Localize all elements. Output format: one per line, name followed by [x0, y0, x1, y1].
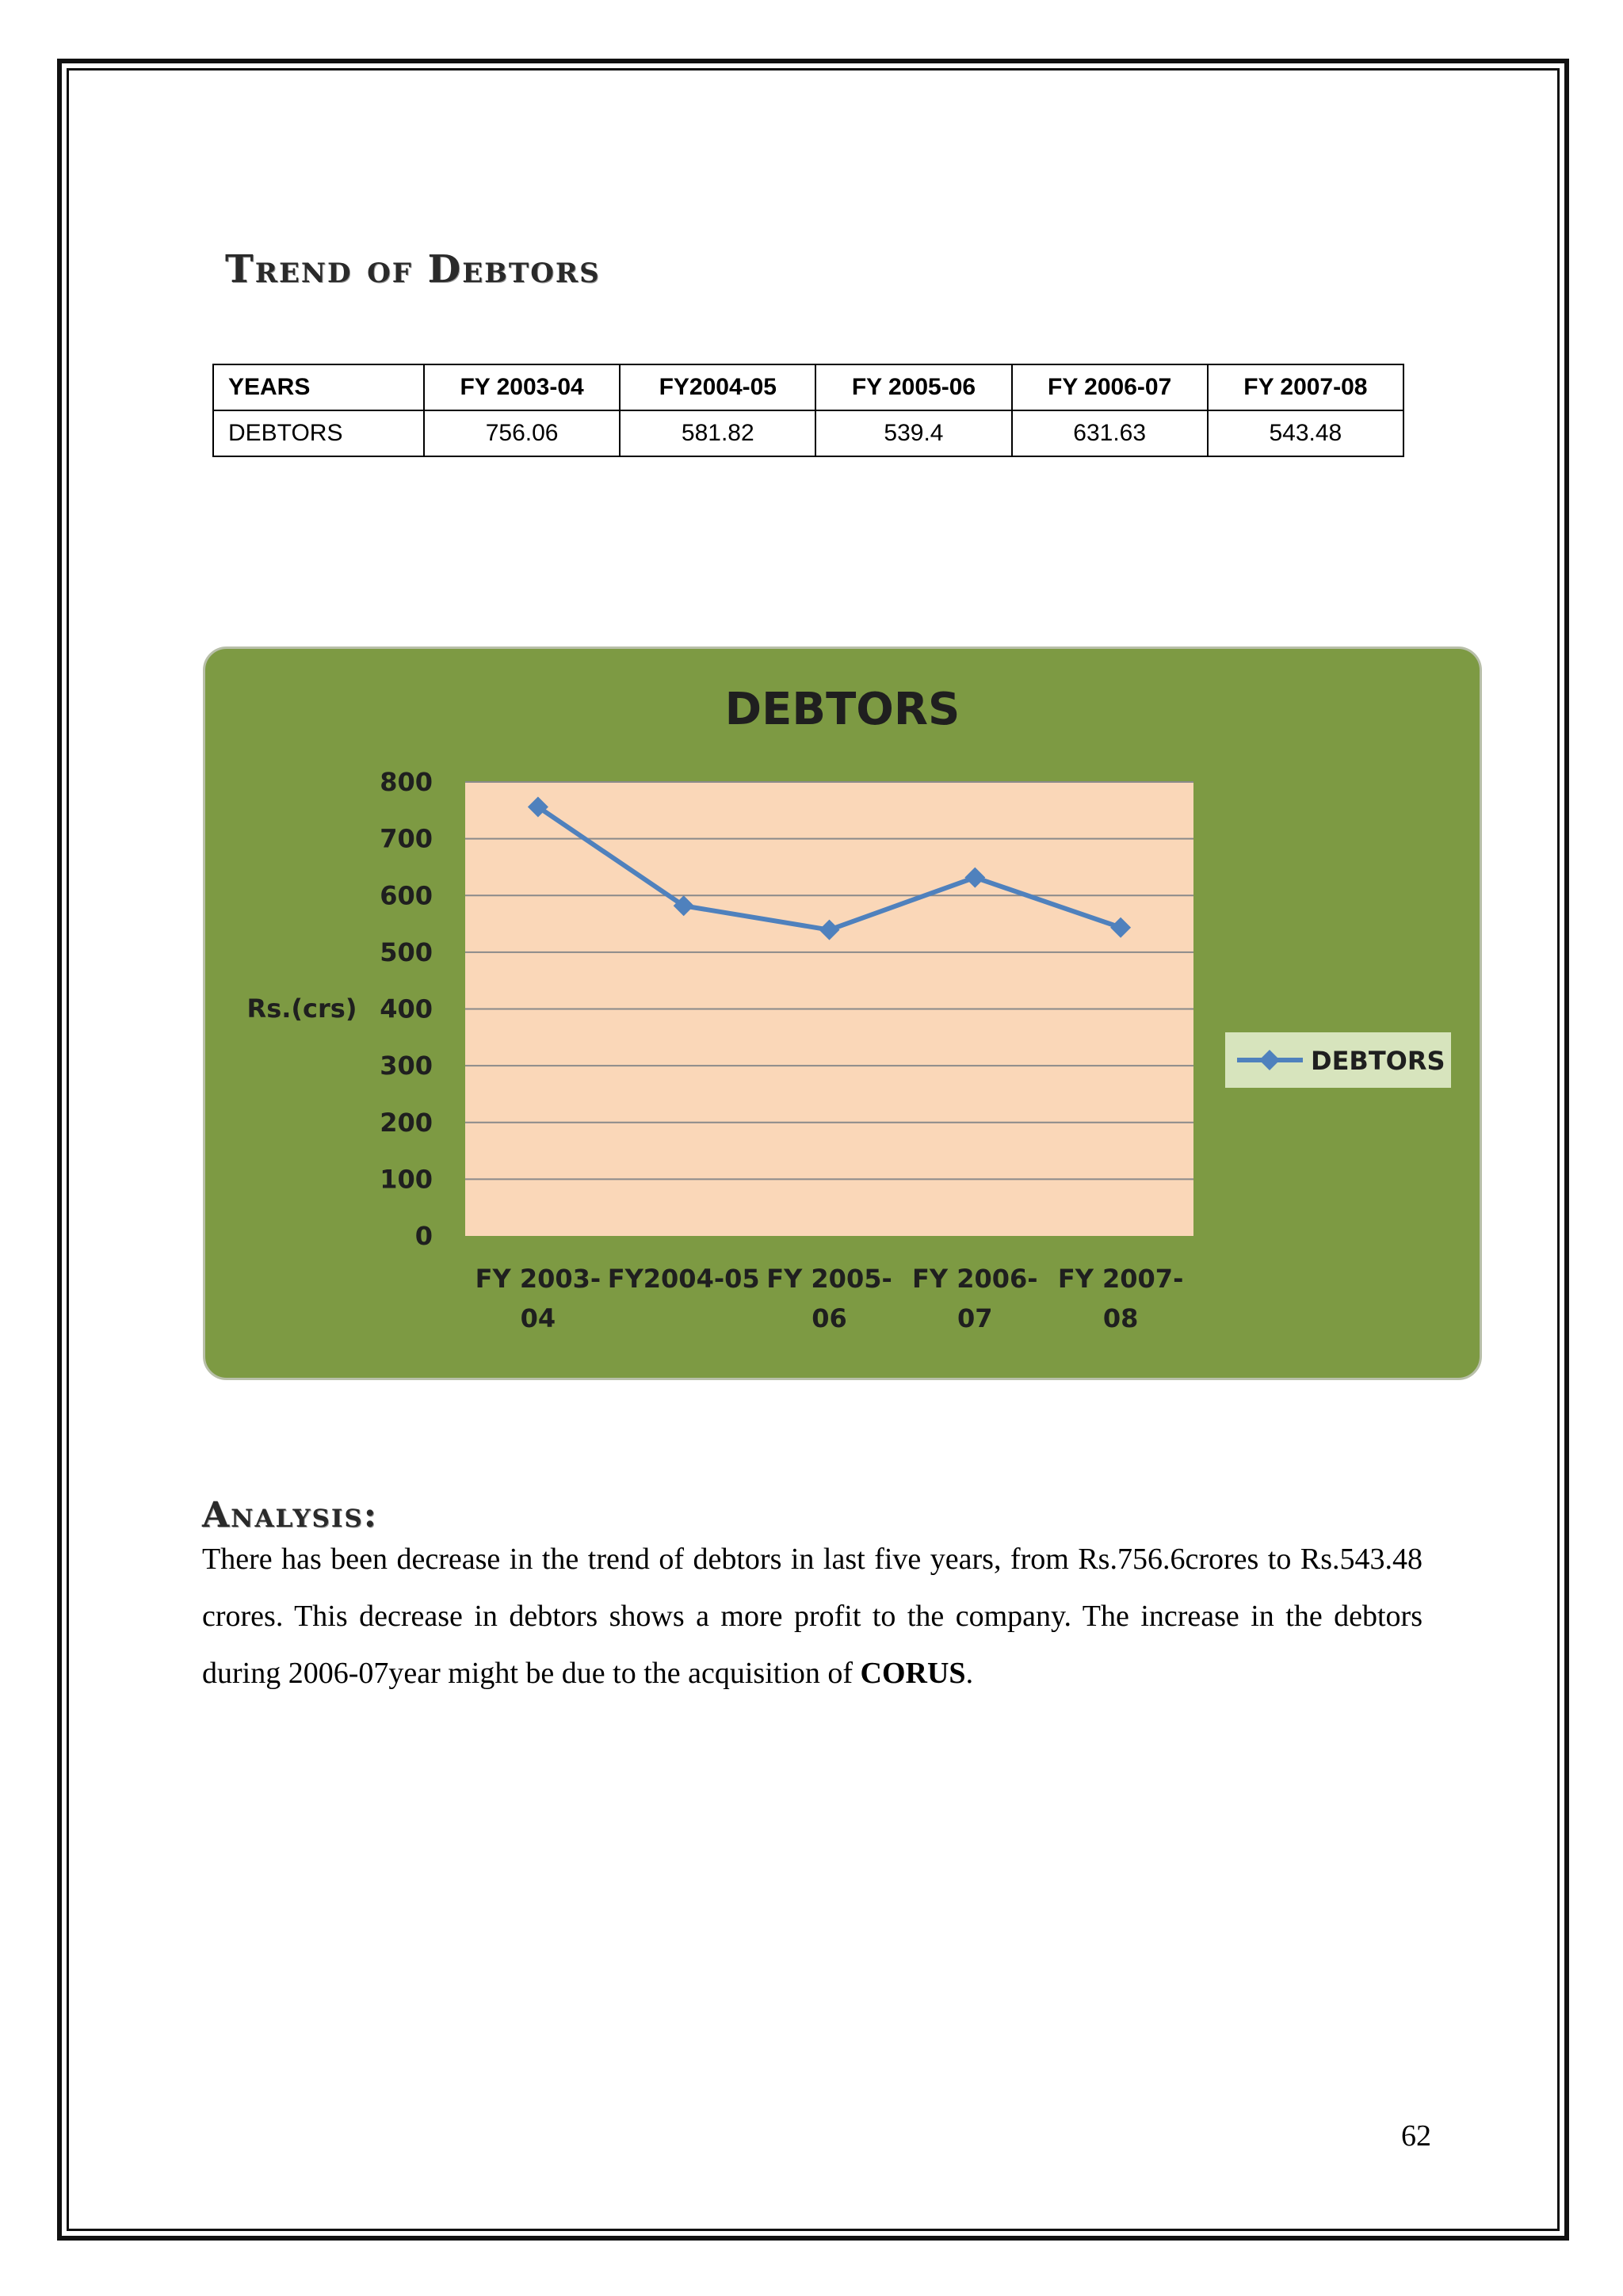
table-cell: 756.06: [424, 410, 620, 456]
y-tick-label: 0: [414, 1221, 433, 1251]
debtors-table: [212, 364, 1404, 457]
y-tick-label: 700: [380, 823, 433, 854]
analysis-text-end: .: [965, 1657, 974, 1690]
y-tick-label: 800: [380, 767, 433, 797]
table-header-cell: FY 2007-08: [1208, 364, 1403, 410]
x-tick-label: FY 2005-: [766, 1264, 892, 1294]
table-cell: 543.48: [1208, 410, 1403, 456]
y-tick-label: 500: [380, 936, 433, 967]
table-header-row: [213, 364, 1403, 410]
x-tick-label: FY2004-05: [607, 1264, 760, 1294]
table-header-cell: FY2004-05: [620, 364, 815, 410]
x-tick-label: FY 2006-: [912, 1264, 1038, 1294]
table-cell: 631.63: [1012, 410, 1208, 456]
chart-svg: [205, 649, 1480, 1378]
debtors-chart: [203, 646, 1482, 1380]
y-tick-label: 300: [380, 1051, 433, 1081]
y-axis-label: Rs.(crs): [246, 994, 357, 1024]
section-title: Trend of Debtors: [225, 247, 601, 292]
analysis-bold-text: CORUS: [860, 1657, 966, 1690]
x-tick-label: 07: [957, 1303, 993, 1333]
x-tick-label: 06: [812, 1303, 847, 1333]
analysis-title: Analysis:: [202, 1495, 378, 1535]
table-row: [213, 410, 1403, 456]
analysis-text: There has been decrease in the trend of debtors in last five years, from Rs.756.6crores to Rs.543.48 crores. This decrease in debtors shows a more profit to the company. The increase in the debtors during 2006-07year might be due to the acquisition of: [202, 1543, 1423, 1690]
table-cell: 581.82: [620, 410, 815, 456]
page-number: 62: [1401, 2119, 1431, 2153]
analysis-paragraph: [202, 1531, 1423, 1702]
x-tick-label: 08: [1102, 1303, 1139, 1333]
x-tick-label: FY 2007-: [1057, 1264, 1184, 1294]
table-header-cell: FY 2006-07: [1012, 364, 1208, 410]
table-header-cell: YEARS: [213, 364, 424, 410]
legend-label: DEBTORS: [1311, 1046, 1445, 1076]
table-cell: DEBTORS: [213, 410, 424, 456]
x-tick-label: 04: [520, 1303, 556, 1333]
chart-title: DEBTORS: [724, 684, 960, 735]
y-tick-label: 200: [380, 1107, 433, 1138]
table-header-cell: FY 2003-04: [424, 364, 620, 410]
x-tick-label: FY 2003-: [475, 1264, 601, 1294]
y-tick-label: 400: [380, 994, 433, 1024]
y-tick-label: 100: [380, 1164, 433, 1195]
table-header-cell: FY 2005-06: [815, 364, 1011, 410]
table-cell: 539.4: [815, 410, 1011, 456]
y-tick-label: 600: [380, 880, 433, 911]
